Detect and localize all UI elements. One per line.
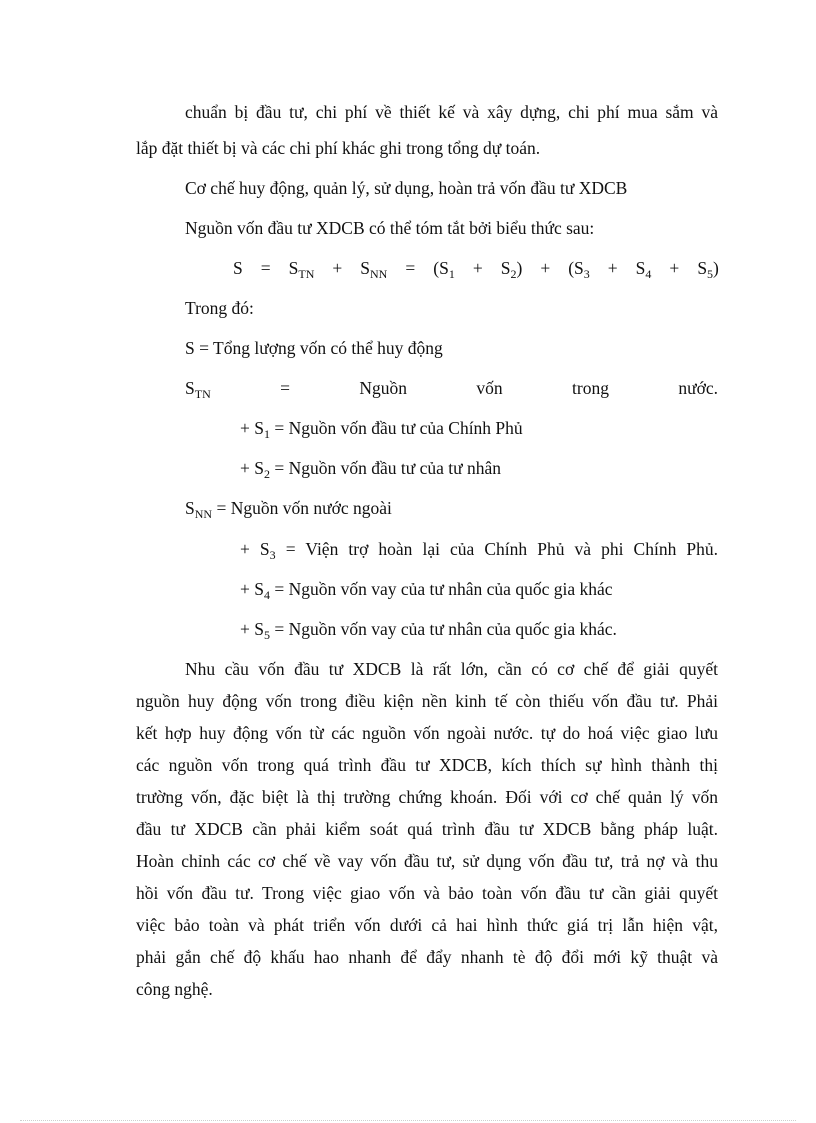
formula-plus-5: + bbox=[669, 258, 680, 278]
formula-plus-4: + bbox=[607, 258, 618, 278]
paragraph-line-8: hồi vốn đầu tư. Trong việc giao vốn và bảo toàn vốn đầu tư cần giải quyết bbox=[136, 883, 718, 903]
paragraph-line-2: nguồn huy động vốn trong điều kiện nền kinh tế còn thiếu vốn đầu tư. Phải bbox=[136, 691, 718, 711]
formula-snn: $S_{NN}$ bbox=[360, 258, 388, 281]
intro-line-1: chuẩn bị đầu tư, chi phí về thiết kế và xây dựng, chi phí mua sắm và bbox=[185, 102, 718, 122]
paragraph-line-7: Hoàn chỉnh các cơ chế về vay vốn đầu tư, sử dụng vốn đầu tư, trả nợ và thu bbox=[136, 851, 718, 871]
item-s1: + $S_1$ = Nguồn vốn đầu tư của Chính Phủ bbox=[240, 418, 523, 441]
item-s5: + $S_5$ = Nguồn vốn vay của tư nhân của quốc gia khác. bbox=[240, 619, 617, 642]
stn-word-1: Nguồn bbox=[359, 378, 407, 398]
stn-word-3: trong bbox=[572, 378, 609, 398]
paragraph-line-6: đầu tư XDCB cần phải kiểm soát quá trình đầu tư XDCB bằng pháp luật. bbox=[136, 819, 718, 839]
formula-plus-3: + bbox=[540, 258, 551, 278]
heading-mechanism: Cơ chế huy động, quản lý, sử dụng, hoàn trả vốn đầu tư XDCB bbox=[185, 178, 628, 198]
stn-word-4: nước. bbox=[678, 378, 718, 398]
formula-eq-2: = bbox=[405, 258, 416, 278]
capital-formula bbox=[233, 256, 719, 280]
formula-stn: $S_{TN}$ bbox=[288, 258, 315, 281]
item-s3: + $S_3$ = Viện trợ hoàn lại của Chính Phủ và phi Chính Phủ. bbox=[240, 539, 718, 562]
formula-eq-1: = bbox=[260, 258, 271, 278]
paragraph-line-10: phải gắn chế độ khấu hao nhanh để đẩy nhanh tè độ đổi mới kỹ thuật và bbox=[136, 947, 718, 967]
definition-stn bbox=[185, 376, 718, 400]
formula-plus-2: + bbox=[472, 258, 483, 278]
intro-line-2: lắp đặt thiết bị và các chi phí khác ghi trong tổng dự toán. bbox=[136, 138, 541, 158]
formula-s: S bbox=[233, 258, 243, 278]
formula-s2: $S_2$) bbox=[500, 258, 523, 281]
paragraph-line-4: các nguồn vốn trong quá trình đầu tư XDCB, kích thích sự hình thành thị bbox=[136, 755, 718, 775]
paragraph-line-1: Nhu cầu vốn đầu tư XDCB là rất lớn, cần có cơ chế để giải quyết bbox=[185, 659, 718, 679]
formula-s4: $S_4$ bbox=[635, 258, 652, 281]
paragraph-line-9: việc bảo toàn và phát triển vốn dưới cả hai hình thức giá trị lẫn hiện vật, bbox=[136, 915, 718, 935]
definition-s: S = Tổng lượng vốn có thể huy động bbox=[185, 338, 443, 358]
where-label: Trong đó: bbox=[185, 298, 254, 318]
stn-symbol: $S_{TN}$ bbox=[185, 378, 211, 401]
definition-snn: $S_{NN}$ = Nguồn vốn nước ngoài bbox=[185, 498, 392, 521]
formula-s5: $S_5$) bbox=[697, 258, 719, 281]
formula-intro: Nguồn vốn đầu tư XDCB có thể tóm tắt bởi biểu thức sau: bbox=[185, 218, 595, 238]
paragraph-line-11: công nghệ. bbox=[136, 979, 213, 999]
formula-plus-1: + bbox=[332, 258, 343, 278]
paragraph-line-3: kết hợp huy động vốn từ các nguồn vốn ngoài nước. tự do hoá việc giao lưu bbox=[136, 723, 718, 743]
formula-s1: ($S_1$ bbox=[433, 258, 455, 281]
item-s4: + $S_4$ = Nguồn vốn vay của tư nhân của quốc gia khác bbox=[240, 579, 613, 602]
formula-s3: ($S_3$ bbox=[568, 258, 590, 281]
stn-eq: = bbox=[280, 378, 290, 398]
page-footer-rule bbox=[20, 1120, 796, 1121]
stn-word-2: vốn bbox=[476, 378, 503, 398]
paragraph-line-5: trường vốn, đặc biệt là thị trường chứng khoán. Đối với cơ chế quản lý vốn bbox=[136, 787, 718, 807]
item-s2: + $S_2$ = Nguồn vốn đầu tư của tư nhân bbox=[240, 458, 502, 481]
